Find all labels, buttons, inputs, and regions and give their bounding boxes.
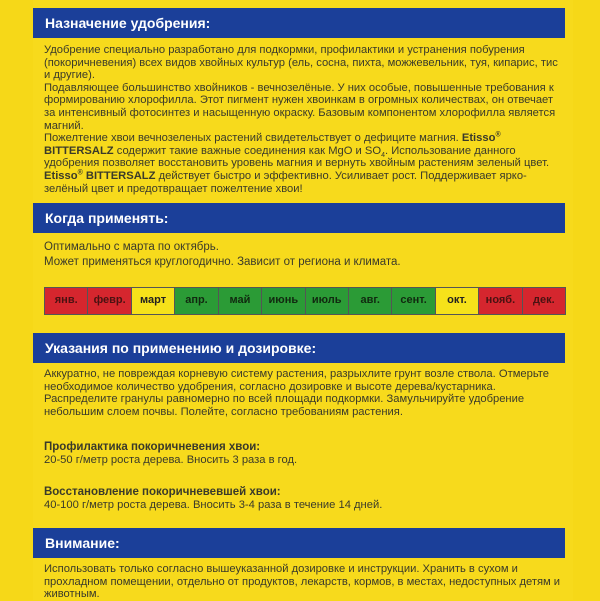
prevention-heading: Профилактика покоричневения хвои:: [44, 441, 261, 453]
month-cell: сент.: [392, 288, 435, 314]
prevention-dose: 20-50 г/метр роста дерева. Вносить 3 раза в год.: [44, 453, 298, 466]
month-cell: май: [219, 288, 262, 314]
purpose-p2: Подавляющее большинство хвойников - вечнозелёные. У них особые, повышенные требования к формированию хлорофилла. Этот пигмент нужен хвоинкам в огромных количествах, он отвечает за интенсивный фотосинтез и насыщенную окраску. Базовым компонентом хлорофилла является магний.: [44, 81, 556, 132]
prevention-block: [44, 441, 564, 466]
purpose-p4: Etisso® BITTERSALZ действует быстро и эффективно. Усиливает рост. Поддерживает ярко-зелёный цвет и предотвращает пожелтение хвои!: [44, 169, 527, 195]
warning-header: [33, 528, 565, 558]
when-title: Когда применять:: [45, 210, 169, 226]
recovery-block: [44, 486, 564, 511]
when-line-2: Может применяться круглогодично. Зависит от региона и климата.: [44, 256, 401, 268]
purpose-p3: Пожелтение хвои вечнозеленых растений свидетельствует о дефиците магния. Etisso® BITTERSALZ содержит такие важные соединения как MgO и $SO_4$. Использование данного удобрения позволяет восстановить уровень магния и вернуть хвойным растениям зеленый цвет.: [44, 131, 550, 170]
brand-name-2: Etisso® BITTERSALZ: [44, 169, 156, 182]
dosage-title: Указания по применению и дозировке:: [45, 340, 317, 356]
month-cell: дек.: [523, 288, 565, 314]
month-cell: нояб.: [479, 288, 522, 314]
purpose-header: [33, 8, 565, 38]
recovery-heading: Восстановление покоричневевшей хвои:: [44, 486, 281, 498]
mgo-formula: MgO: [328, 144, 353, 157]
warning-title: Внимание:: [45, 535, 120, 551]
dosage-header: [33, 333, 565, 363]
when-text: [44, 240, 564, 270]
month-calendar: [44, 287, 566, 315]
when-line-1: Оптимально с марта по октябрь.: [44, 241, 219, 253]
purpose-title: Назначение удобрения:: [45, 15, 211, 31]
purpose-p1: Удобрение специально разработано для подкормки, профилактики и устранения побурения (покоричневения) всех видов хвойных культур (ель, сосна, пихта, можжевельник, туя, кипарис, тис и другие).: [44, 44, 558, 82]
month-cell: авг.: [349, 288, 392, 314]
month-cell: февр.: [88, 288, 131, 314]
warning-p1: Использовать только согласно вышеуказанной дозировке и инструкции. Хранить в сухом и прохладном помещении, отдельно от продуктов, лекарств, кормов, в местах, недоступных детям и животным.: [44, 563, 561, 601]
month-cell: янв.: [45, 288, 88, 314]
month-cell: окт.: [436, 288, 479, 314]
brand-name: Etisso® BITTERSALZ: [44, 131, 501, 157]
purpose-text: [44, 44, 564, 195]
so4-formula: $SO_4$: [364, 144, 385, 159]
month-cell: апр.: [175, 288, 218, 314]
month-cell: июль: [306, 288, 349, 314]
warning-text: [44, 563, 564, 601]
dosage-p1: Аккуратно, не повреждая корневую систему растения, разрыхлите грунт возле ствола. Отмерьте необходимое количество удобрения, согласно дозировке и высоте дерева/кустарника. Распределите гранулы равномерно по всей площади подкормки. Замульчируйте удобрение небольшим слоем почвы. Полейте, согласно требованиям растения.: [44, 368, 550, 418]
recovery-dose: 40-100 г/метр роста дерева. Вносить 3-4 раза в течение 14 дней.: [44, 498, 383, 511]
dosage-text: [44, 368, 564, 418]
month-cell: июнь: [262, 288, 305, 314]
when-header: [33, 203, 565, 233]
month-cell: март: [132, 288, 175, 314]
